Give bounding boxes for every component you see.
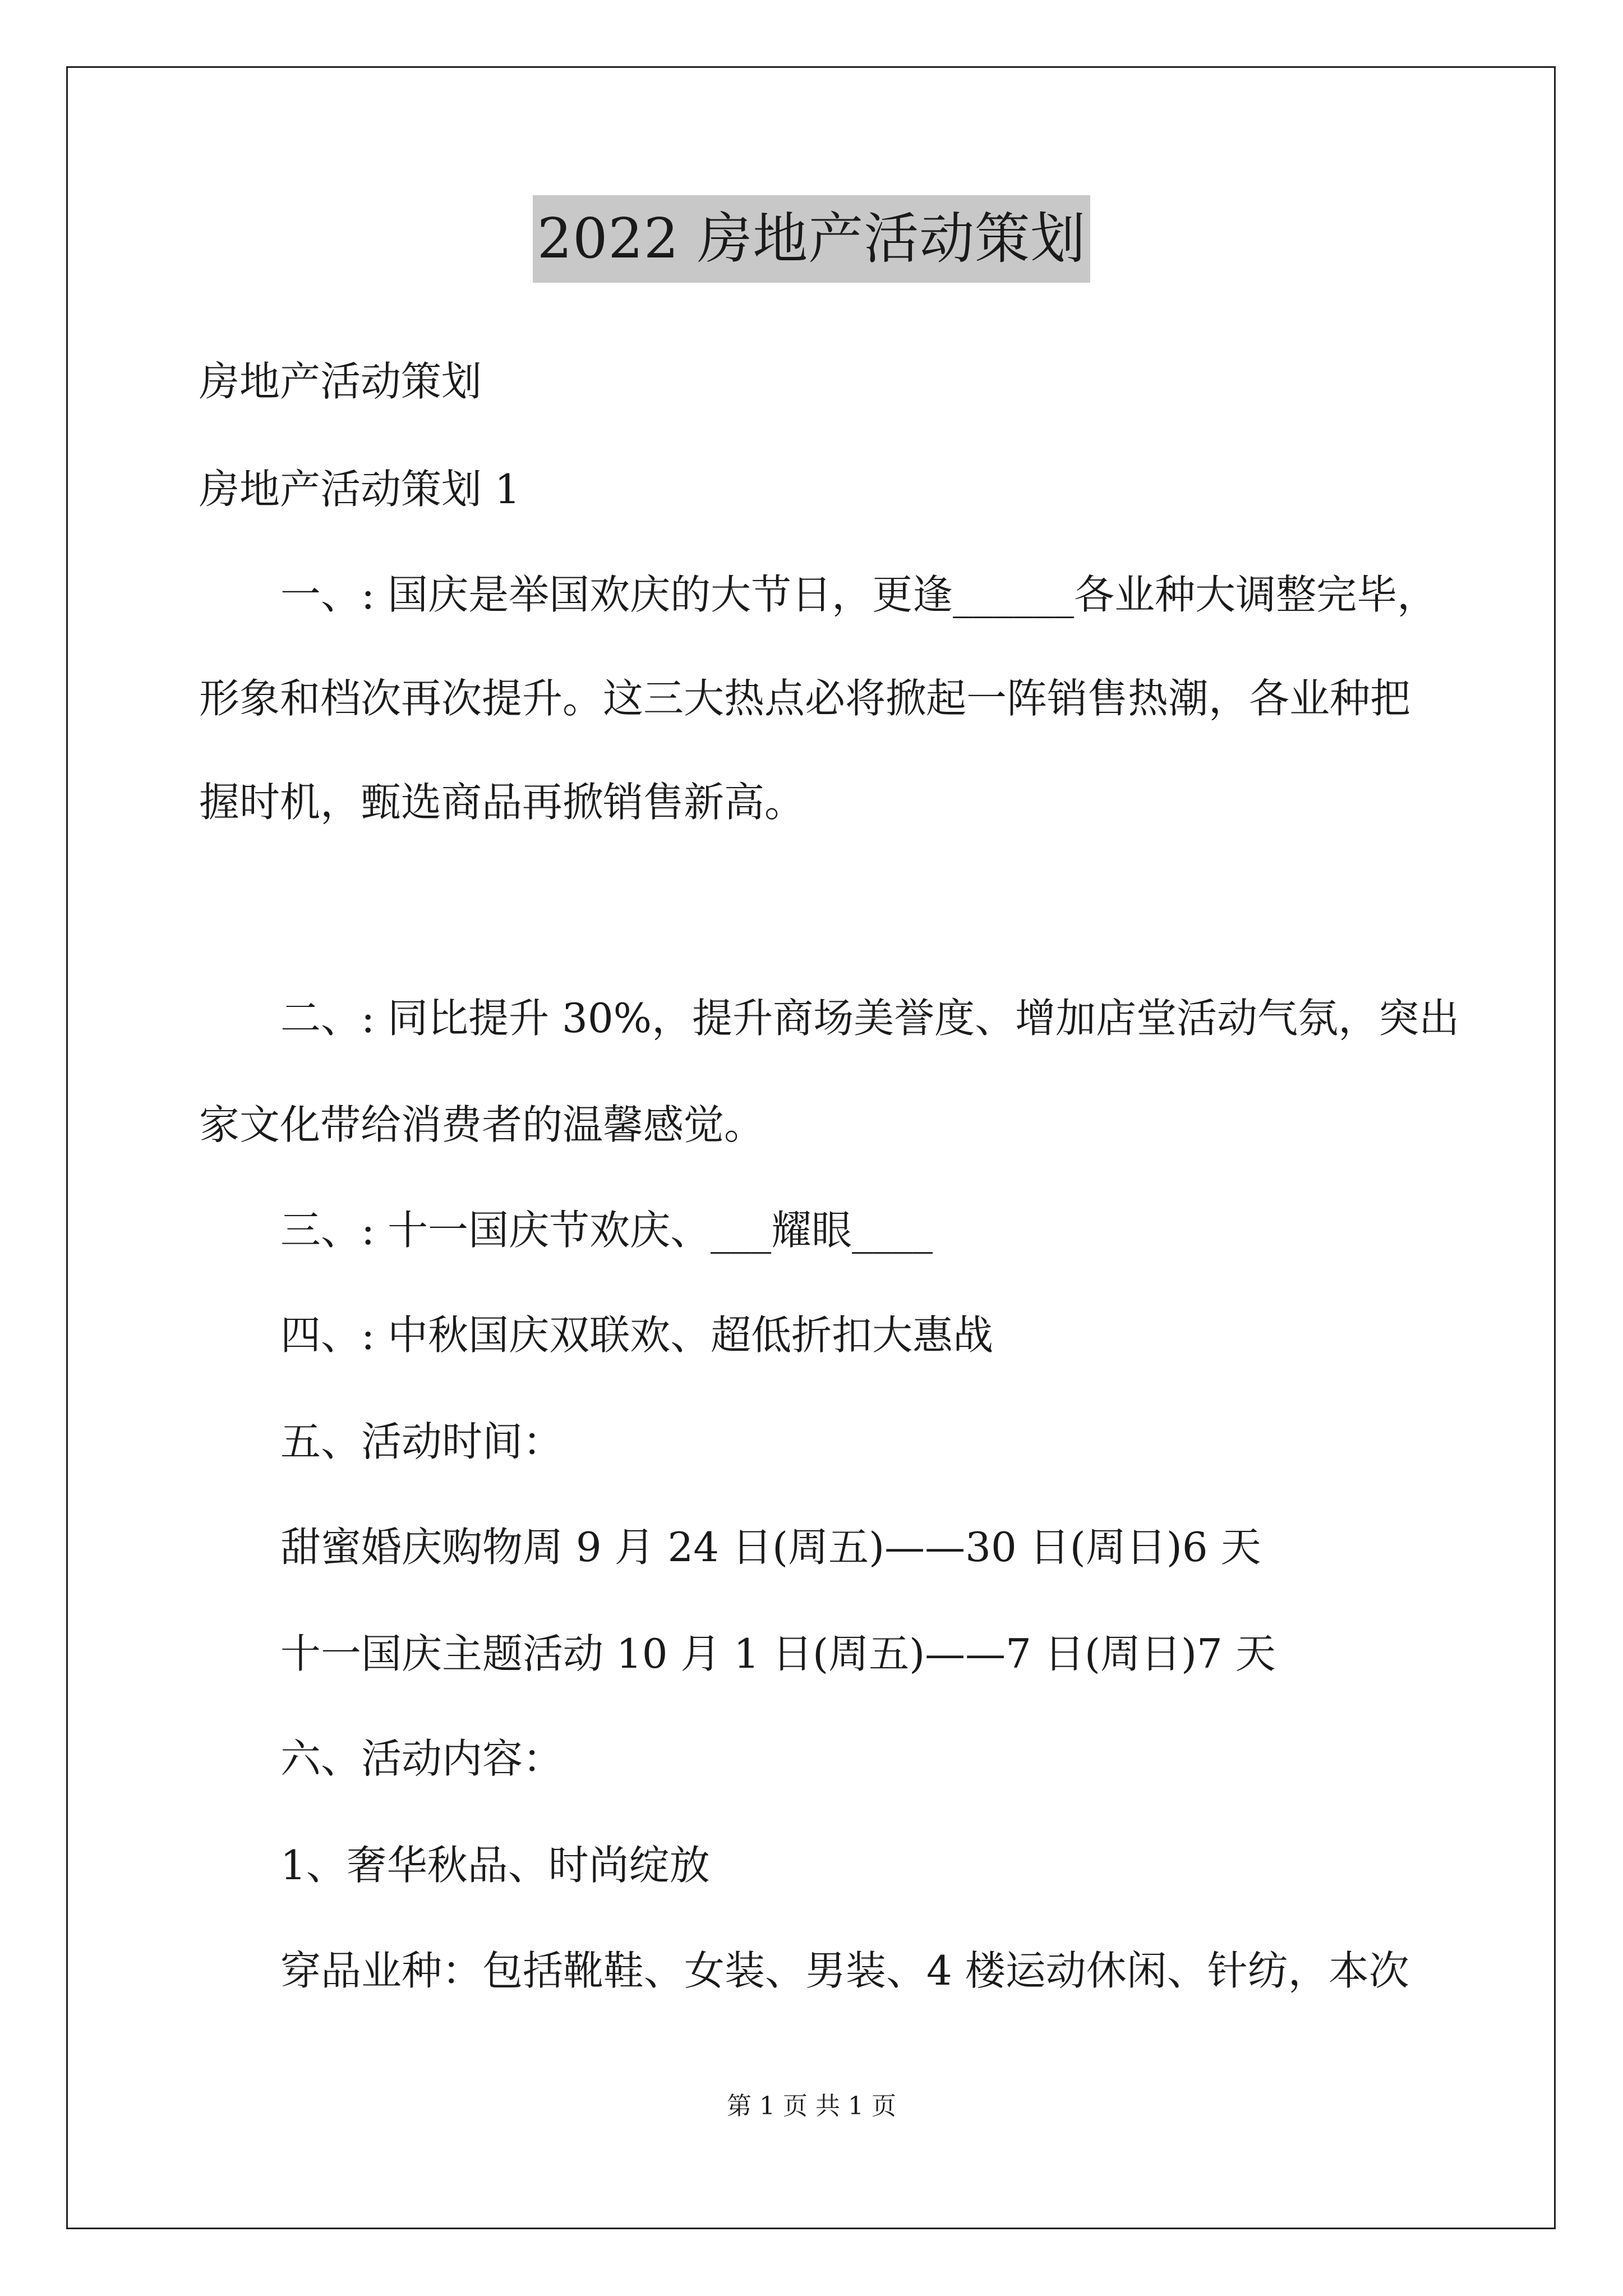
paragraph-line: 一、: 国庆是举国欢庆的大节日，更逢______各业种大调整完毕， — [280, 571, 1438, 618]
title-container — [0, 195, 1623, 283]
paragraph-line: 十一国庆主题活动 10 月 1 日(周五)——7 日(周日)7 天 — [280, 1630, 1276, 1677]
paragraph-line: 1、奢华秋品、时尚绽放 — [280, 1842, 710, 1889]
paragraph-line: 穿品业种：包括靴鞋、女装、男装、4 楼运动休闲、针纺，本次 — [280, 1947, 1409, 1994]
paragraph-line: 二、: 同比提升 30%，提升商场美誉度、增加店堂活动气氛，突出 — [280, 995, 1460, 1042]
document-title: 2022 房地产活动策划 — [533, 195, 1091, 283]
paragraph-line: 甜蜜婚庆购物周 9 月 24 日(周五)——30 日(周日)6 天 — [280, 1524, 1261, 1571]
paragraph-line: 六、活动内容： — [280, 1735, 564, 1782]
paragraph-line: 形象和档次再次提升。这三大热点必将掀起一阵销售热潮，各业种把 — [199, 675, 1411, 722]
section-heading: 房地产活动策划 1 — [199, 466, 520, 513]
paragraph-line: 握时机，甄选商品再掀销售新高。 — [199, 779, 805, 826]
paragraph-line: 家文化带给消费者的温馨感觉。 — [199, 1101, 765, 1148]
page-footer: 第 1 页 共 1 页 — [727, 2092, 896, 2120]
paragraph-line: 四、: 中秋国庆双联欢、超低折扣大惠战 — [280, 1312, 994, 1359]
document-subtitle: 房地产活动策划 — [199, 358, 482, 405]
paragraph-line: 三、: 十一国庆节欢庆、___耀眼____ — [280, 1207, 933, 1254]
paragraph-line: 五、活动时间： — [280, 1418, 564, 1465]
